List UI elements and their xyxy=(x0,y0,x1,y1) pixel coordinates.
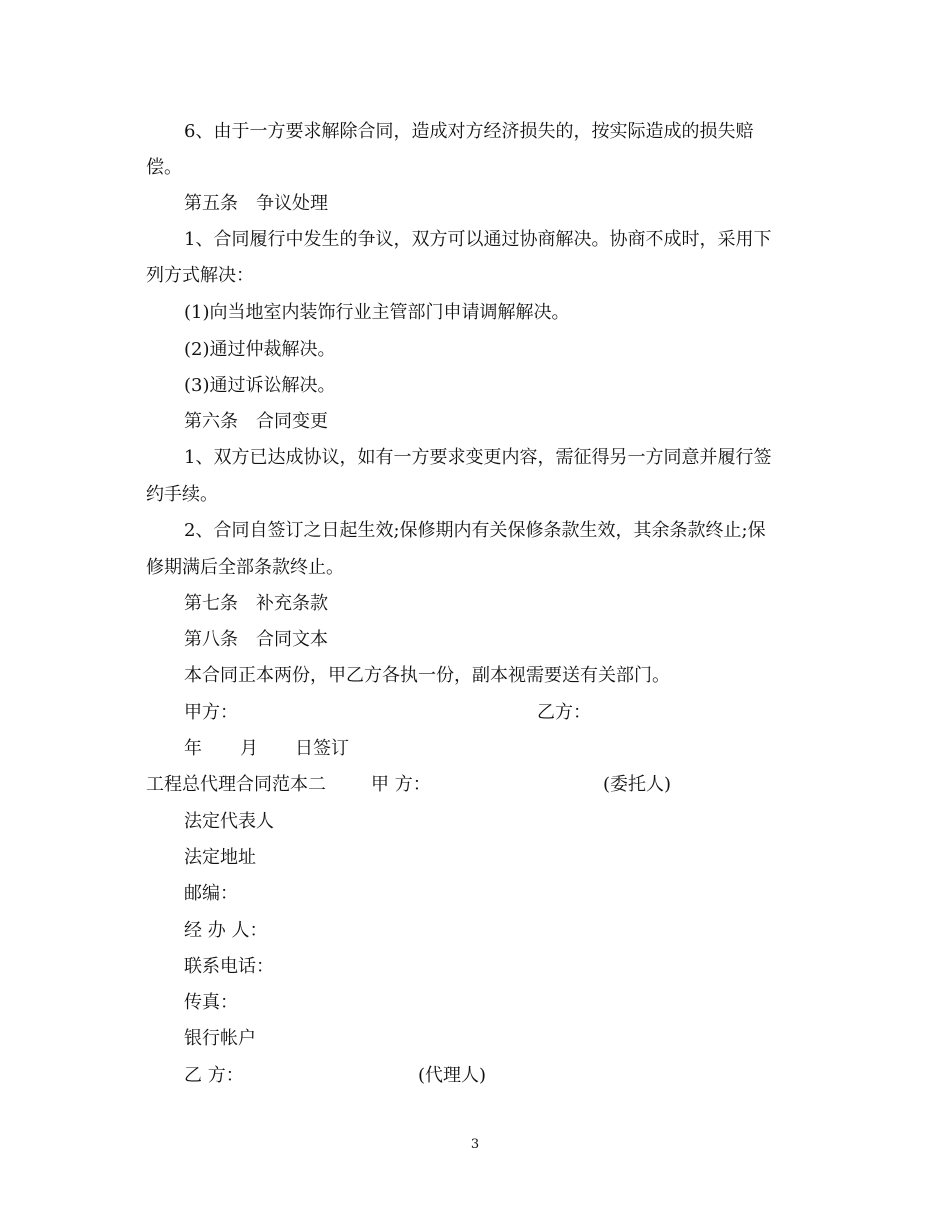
template-2-principal: (委托人) xyxy=(603,774,672,795)
article-5-option-2: (2)通过仲裁解决。 xyxy=(184,339,336,360)
template-2-title: 工程总代理合同范本二 xyxy=(146,774,326,795)
clause-6-line-1: 6、由于一方要求解除合同，造成对方经济损失的，按实际造成的损失赔 xyxy=(184,121,754,142)
field-handler: 经 办 人： xyxy=(184,920,268,941)
signature-party-a: 甲方： xyxy=(184,702,238,723)
article-5-heading: 第五条 争议处理 xyxy=(184,193,328,214)
template-2-party-a-label: 甲 方： xyxy=(371,774,431,795)
field-postcode: 邮编： xyxy=(184,883,238,904)
article-5-item-1-line-1: 1、合同履行中发生的争议，双方可以通过协商解决。协商不成时，采用下 xyxy=(184,229,772,250)
article-8-heading: 第八条 合同文本 xyxy=(184,629,328,650)
field-legal-representative: 法定代表人 xyxy=(184,811,274,832)
article-5-item-1-line-2: 列方式解决： xyxy=(146,265,254,286)
field-legal-address: 法定地址 xyxy=(184,847,256,868)
field-phone: 联系电话： xyxy=(184,956,274,977)
signature-year: 年 xyxy=(184,738,202,759)
article-6-item-2-line-1: 2、合同自签订之日起生效;保修期内有关保修条款生效，其余条款终止;保 xyxy=(184,520,766,541)
signature-party-b: 乙方： xyxy=(537,702,591,723)
article-6-heading: 第六条 合同变更 xyxy=(184,411,328,432)
signature-day-signed: 日签订 xyxy=(295,738,349,759)
article-7-heading: 第七条 补充条款 xyxy=(184,593,328,614)
signature-month: 月 xyxy=(240,738,258,759)
article-6-item-1-line-2: 约手续。 xyxy=(146,484,218,505)
field-fax: 传真： xyxy=(184,992,238,1013)
article-6-item-1-line-1: 1、双方已达成协议，如有一方要求变更内容，需征得另一方同意并履行签 xyxy=(184,447,772,468)
template-2-party-b-label: 乙 方： xyxy=(184,1065,244,1086)
field-bank-account: 银行帐户 xyxy=(184,1028,256,1049)
template-2-agent: (代理人) xyxy=(418,1065,487,1086)
copies-text: 本合同正本两份，甲乙方各执一份，副本视需要送有关部门。 xyxy=(184,665,670,686)
article-5-option-3: (3)通过诉讼解决。 xyxy=(184,375,336,396)
clause-6-line-2: 偿。 xyxy=(146,157,182,178)
page-number: 3 xyxy=(470,1137,480,1152)
article-5-option-1: (1)向当地室内装饰行业主管部门申请调解解决。 xyxy=(184,302,570,323)
article-6-item-2-line-2: 修期满后全部条款终止。 xyxy=(146,557,344,578)
